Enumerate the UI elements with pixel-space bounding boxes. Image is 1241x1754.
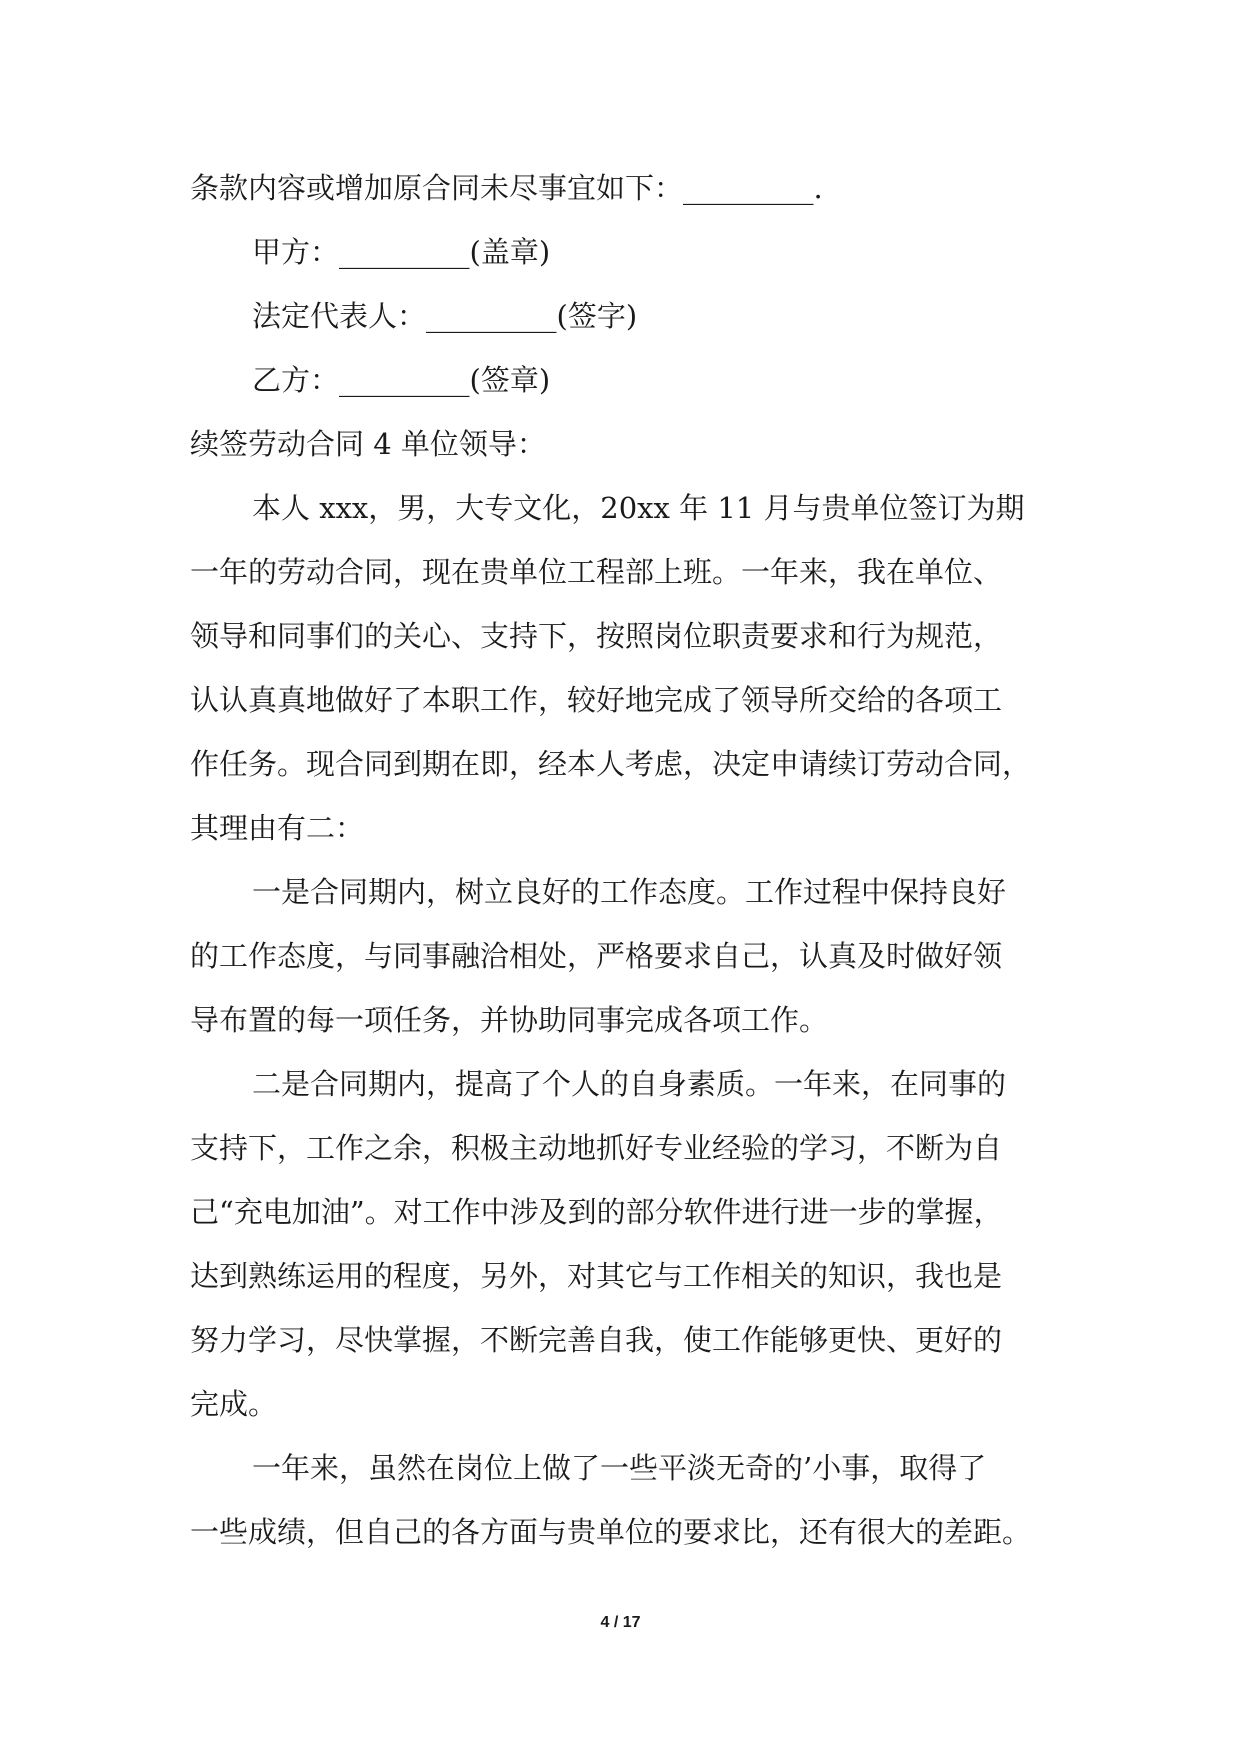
text-line-2: 甲方：_________(盖章) [252,235,551,269]
text-line-10: 作任务。现合同到期在即，经本人考虑，决定申请续订劳动合同， [190,747,1032,781]
text-line-17: 己“充电加油”。对工作中涉及到的部分软件进行进一步的掌握， [190,1195,1003,1229]
text-line-4: 乙方：_________(签章) [252,363,551,397]
text-line-8: 领导和同事们的关心、支持下，按照岗位职责要求和行为规范， [190,619,1003,653]
document-body [190,156,1060,1564]
text-line-11: 其理由有二： [190,811,365,845]
text-line-21: 一年来，虽然在岗位上做了一些平淡无奇的’小事，取得了 [252,1451,987,1485]
page-number: 4 / 17 [600,1614,641,1631]
text-line-16: 支持下，工作之余，积极主动地抓好专业经验的学习，不断为自 [190,1131,1003,1165]
text-line-1: 条款内容或增加原合同未尽事宜如下：_________. [190,171,823,205]
text-line-20: 完成。 [190,1387,278,1421]
text-line-7: 一年的劳动合同，现在贵单位工程部上班。一年来，我在单位、 [190,555,1003,589]
text-line-15: 二是合同期内，提高了个人的自身素质。一年来，在同事的 [252,1067,1007,1101]
section-heading: 续签劳动合同 4 单位领导： [190,427,546,461]
text-line-6: 本人 xxx，男，大专文化，20xx 年 11 月与贵单位签订为期 [252,491,1025,525]
text-line-19: 努力学习，尽快掌握，不断完善自我，使工作能够更快、更好的 [190,1323,1003,1357]
text-line-18: 达到熟练运用的程度，另外，对其它与工作相关的知识，我也是 [190,1259,1003,1293]
text-line-12: 一是合同期内，树立良好的工作态度。工作过程中保持良好 [252,875,1007,909]
text-line-22: 一些成绩，但自己的各方面与贵单位的要求比，还有很大的差距。 [190,1515,1032,1549]
text-line-14: 导布置的每一项任务，并协助同事完成各项工作。 [190,1003,829,1037]
text-line-3: 法定代表人：_________(签字) [252,299,638,333]
text-line-9: 认认真真地做好了本职工作，较好地完成了领导所交给的各项工 [190,683,1003,717]
text-line-13: 的工作态度，与同事融洽相处，严格要求自己，认真及时做好领 [190,939,1003,973]
